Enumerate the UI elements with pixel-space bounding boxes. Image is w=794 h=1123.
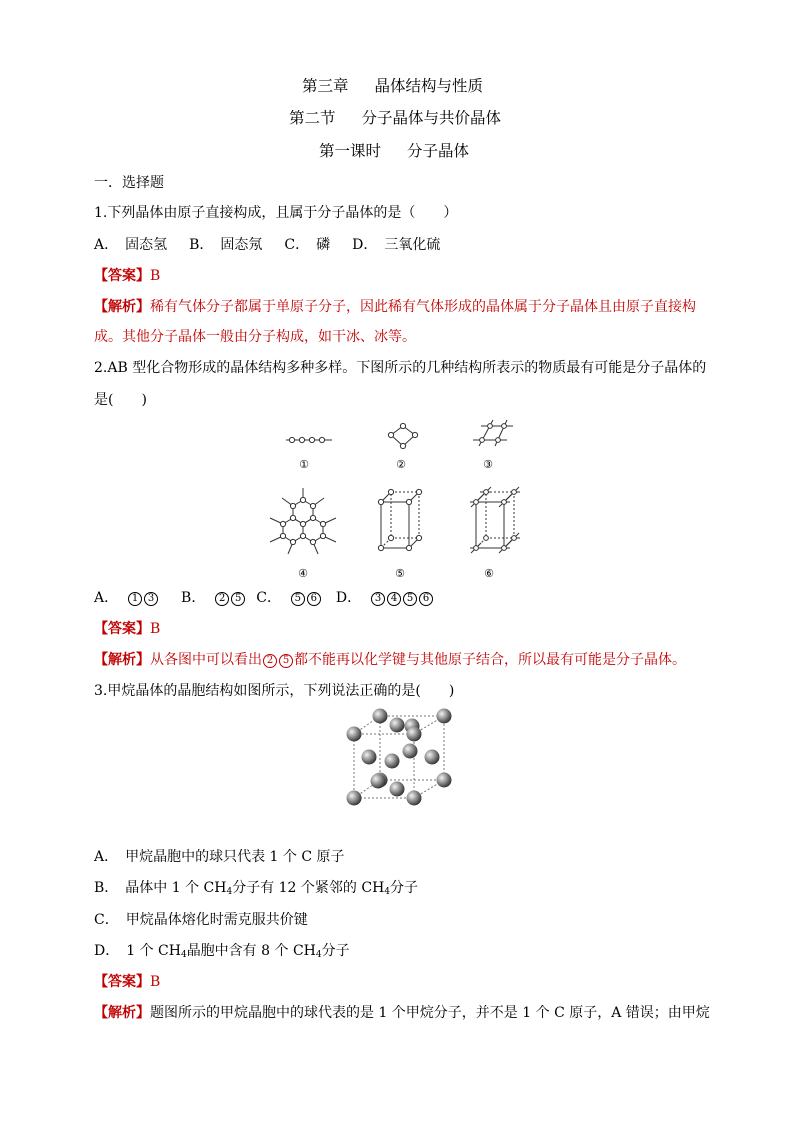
subscript: 4 — [226, 887, 233, 897]
structure-figure-3 — [463, 416, 517, 452]
chapter-name: 晶体结构与性质 — [374, 77, 484, 95]
q2-option-d — [336, 590, 434, 606]
structure-figure-4 — [264, 480, 342, 560]
q2-answer — [94, 622, 160, 636]
q3-stem: 3.甲烷晶体的晶胞结构如图所示，下列说法正确的是( ) — [94, 683, 455, 699]
option-letter: C． — [256, 590, 281, 606]
q2-stem-line2: 是( ) — [94, 392, 147, 408]
option-text: 分子有 12 个紧邻的 CH — [232, 880, 385, 896]
subscript: 4 — [384, 887, 391, 897]
q1-option-b: B． 固态氖 — [189, 237, 263, 253]
figure-label-4: ④ — [298, 567, 308, 580]
figure-label-1: ① — [299, 458, 309, 471]
q1-options — [94, 238, 440, 252]
circled-number: 2 — [215, 592, 229, 606]
structure-figure-5 — [375, 486, 427, 556]
q3-analysis-line1 — [94, 1006, 710, 1020]
analysis-tag: 【解析】 — [94, 652, 150, 668]
option-text: B． 晶体中 1 个 CH — [94, 880, 227, 896]
circled-number: 1 — [128, 592, 142, 606]
circled-number: 5 — [291, 592, 305, 606]
figure-label-3: ③ — [483, 458, 493, 471]
q3-option-c: C． 甲烷晶体熔化时需克服共价键 — [94, 912, 308, 928]
option-text: 分子 — [321, 943, 350, 959]
section-title — [289, 111, 501, 127]
circled-number: 5 — [403, 592, 417, 606]
q1-option-a: A． 固态氢 — [94, 237, 168, 253]
q3-answer — [94, 975, 160, 989]
lesson-title — [319, 144, 469, 160]
option-text: D． 1 个 CH — [94, 943, 181, 959]
q2-analysis — [94, 653, 686, 668]
question-type-heading: 一．选择题 — [94, 175, 164, 191]
figure-label-5: ⑤ — [395, 567, 405, 580]
section-name: 分子晶体与共价晶体 — [361, 109, 502, 127]
q1-analysis-line1 — [94, 300, 696, 314]
option-letter: B． — [181, 590, 206, 606]
lesson-name: 分子晶体 — [407, 142, 470, 160]
answer-value: B — [150, 974, 161, 990]
q2-option-b — [181, 590, 246, 606]
subscript: 4 — [315, 950, 322, 960]
analysis-text: 题图所示的甲烷晶胞中的球代表的是 1 个甲烷分子，并不是 1 个 C 原子，A 错误；由甲烷 — [150, 1005, 710, 1021]
option-text: 分子 — [390, 880, 419, 896]
figure-label-2: ② — [396, 458, 406, 471]
circled-number: 6 — [307, 592, 321, 606]
q3-option-a: A． 甲烷晶胞中的球只代表 1 个 C 原子 — [94, 849, 345, 865]
q2-options — [94, 591, 434, 606]
answer-value: B — [150, 268, 161, 284]
circled-number: 3 — [371, 592, 385, 606]
option-letter: D． — [335, 590, 362, 606]
q2-option-a — [94, 590, 159, 606]
analysis-tag: 【解析】 — [94, 299, 150, 315]
structure-figure-1 — [283, 430, 335, 450]
structure-figure-6 — [466, 484, 524, 558]
methane-unit-cell-figure — [340, 704, 458, 810]
circled-number: 6 — [419, 592, 433, 606]
answer-value: B — [150, 621, 161, 637]
answer-tag: 【答案】 — [94, 621, 150, 637]
answer-tag: 【答案】 — [94, 974, 150, 990]
q2-stem-line1: 2.AB 型化合物形成的晶体结构多种多样。下图所示的几种结构所表示的物质最有可能是分子晶体的 — [94, 360, 707, 376]
q1-option-c: C． 磷 — [284, 237, 331, 253]
subscript: 4 — [180, 950, 187, 960]
q1-answer — [94, 269, 160, 283]
q1-option-d: D． 三氧化硫 — [352, 237, 441, 253]
figure-label-6: ⑥ — [484, 567, 494, 580]
structure-figure-2 — [383, 420, 423, 456]
chapter-title — [302, 79, 483, 95]
q1-analysis-line2: 成。其他分子晶体一般由分子构成，如干冰、冰等。 — [94, 329, 416, 345]
circled-number: 4 — [387, 592, 401, 606]
circled-number: 5 — [231, 592, 245, 606]
circled-number: 2 — [263, 654, 277, 668]
option-letter: A． — [94, 590, 119, 606]
circled-number: 5 — [279, 654, 293, 668]
analysis-text-tail: 都不能再以化学键与其他原子结合，所以最有可能是分子晶体。 — [294, 652, 686, 668]
q3-option-d — [94, 944, 350, 958]
q2-option-c — [256, 590, 322, 606]
lesson-number: 第一课时 — [319, 142, 382, 160]
circled-number: 3 — [144, 592, 158, 606]
analysis-tag: 【解析】 — [94, 1005, 150, 1021]
answer-tag: 【答案】 — [94, 268, 150, 284]
q1-stem: 1.下列晶体由原子直接构成，且属于分子晶体的是（ ） — [94, 205, 458, 221]
q3-option-b — [94, 881, 418, 895]
analysis-text: 稀有气体分子都属于单原子分子，因此稀有气体形成的晶体属于分子晶体且由原子直接构 — [150, 299, 696, 315]
chapter-number: 第三章 — [302, 77, 349, 95]
section-number: 第二节 — [289, 109, 336, 127]
analysis-text: 从各图中可以看出 — [150, 652, 262, 668]
option-text: 晶胞中含有 8 个 CH — [186, 943, 316, 959]
